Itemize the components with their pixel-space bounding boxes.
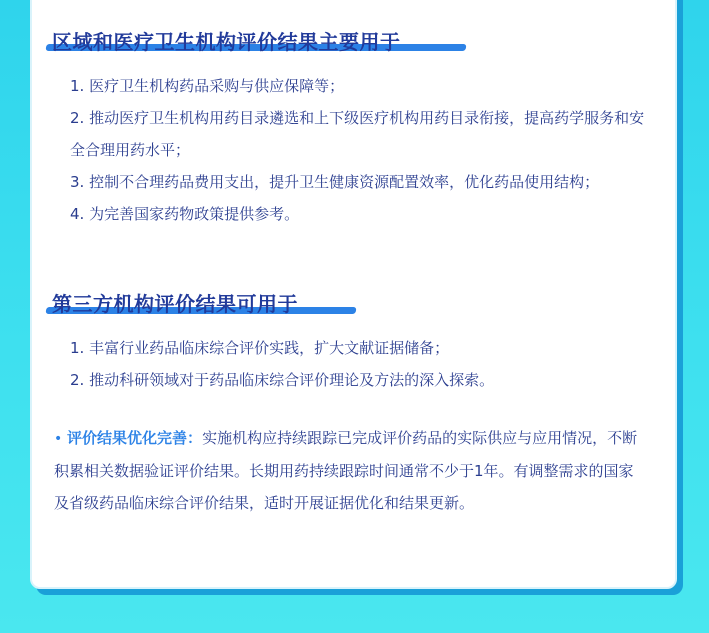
note-paragraph xyxy=(54,422,645,519)
section1-list xyxy=(70,70,645,230)
list-item: 1. 医疗卫生机构药品采购与供应保障等； xyxy=(70,77,345,95)
section2-list xyxy=(70,332,645,396)
section2-title: 第三方机构评价结果可用于 xyxy=(52,292,298,316)
list-item: 2. 推动科研领域对于药品临床综合评价理论及方法的深入探索。 xyxy=(70,371,495,389)
list-item: 1. 丰富行业药品临床综合评价实践，扩大文献证据储备； xyxy=(70,339,450,357)
note-title: 评价结果优化完善： xyxy=(67,429,203,447)
list-item: 3. 控制不合理药品费用支出，提升卫生健康资源配置效率，优化药品使用结构； xyxy=(70,173,600,191)
bullet-icon: • xyxy=(54,431,63,447)
list-item: 2. 推动医疗卫生机构用药目录遴选和上下级医疗机构用药目录衔接，提高药学服务和安全合理用药水平； xyxy=(70,109,645,159)
list-item: 4. 为完善国家药物政策提供参考。 xyxy=(70,205,300,223)
note-body: 实施机构应持续跟踪已完成评价药品的实际供应与应用情况，不断积累相关数据验证评价结果。长期用药持续跟踪时间通常不少于1年。有调整需求的国家及省级药品临床综合评价结果，适时开展证据优化和结果更新。 xyxy=(54,429,638,512)
content-card xyxy=(30,0,677,589)
section1-title: 区域和医疗卫生机构评价结果主要用于 xyxy=(52,30,401,54)
